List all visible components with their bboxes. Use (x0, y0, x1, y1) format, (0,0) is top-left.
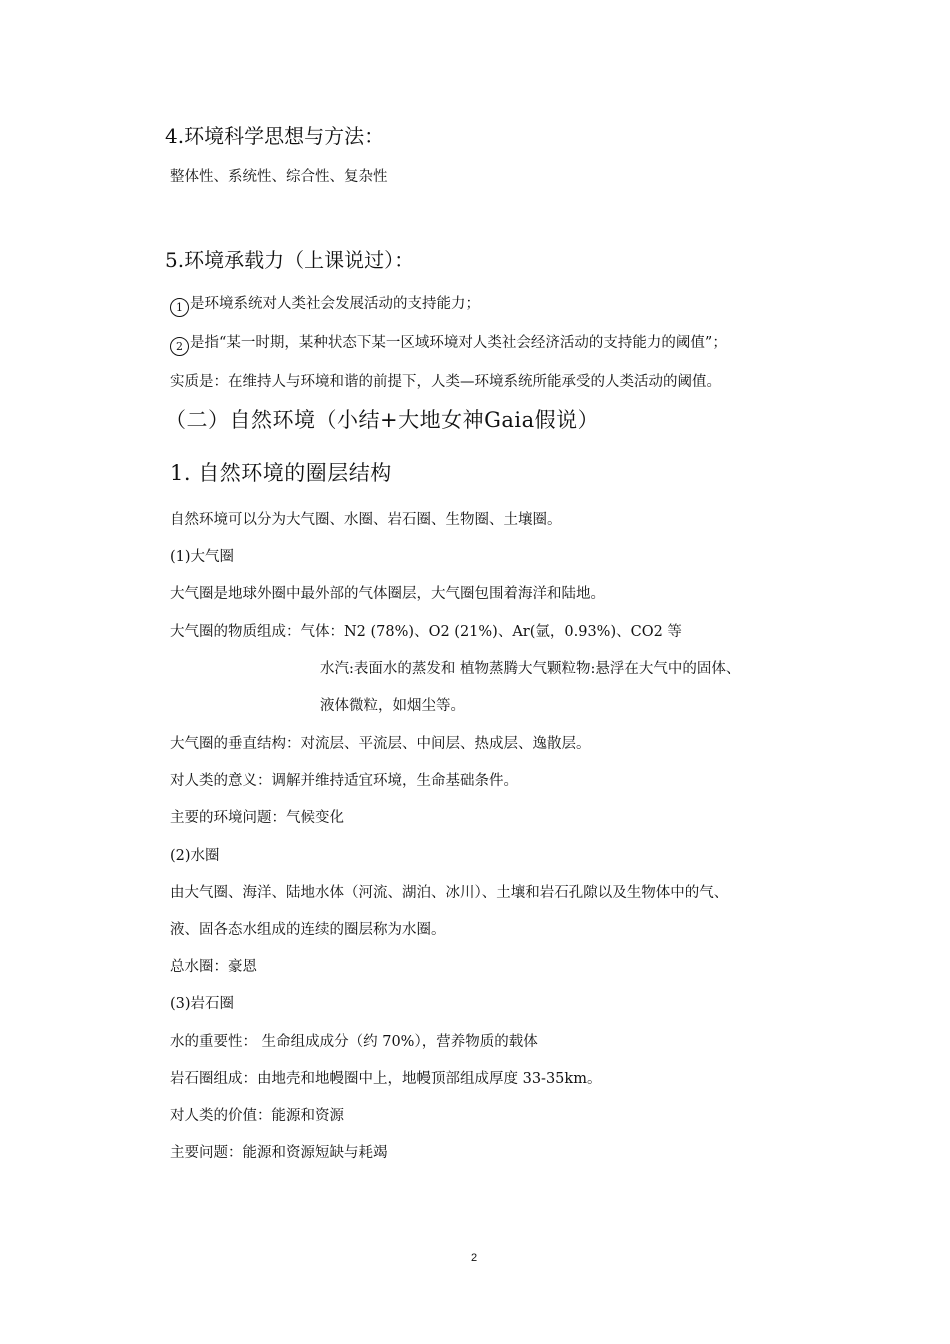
hydrosphere-title: (2)水圈 (170, 848, 220, 864)
hydrosphere-total: 总水圈：豪恩 (170, 959, 257, 975)
water-importance: 水的重要性： 生命组成成分（约 70%），营养物质的载体 (170, 1034, 538, 1050)
atmosphere-title: (1)大气圈 (170, 549, 235, 565)
section-5-essence: 实质是：在维持人与环境和谐的前提下，人类—环境系统所能承受的人类活动的阈值。 (170, 374, 721, 390)
atmosphere-definition: 大气圈是地球外圈中最外部的气体圈层，大气圈包围着海洋和陆地。 (170, 586, 605, 602)
atmosphere-composition-line-2: 水汽:表面水的蒸发和 植物蒸腾大气颗粒物:悬浮在大气中的固体、 (320, 661, 741, 677)
atmosphere-issue: 主要的环境问题：气候变化 (170, 810, 344, 826)
section-5-item-1 (170, 297, 480, 317)
lithosphere-title: (3)岩石圈 (170, 996, 235, 1012)
section-5-heading: 5.环境承载力（上课说过）： (165, 248, 415, 272)
lithosphere-composition: 岩石圈组成：由地壳和地幔圈中上，地幔顶部组成厚度 33-35km。 (170, 1071, 602, 1087)
atmosphere-composition-line-3: 液体微粒，如烟尘等。 (320, 698, 465, 714)
circled-number-1: 1 (170, 298, 189, 317)
part-2-heading: （二）自然环境（小结+大地女神Gaia假说） (165, 408, 600, 432)
hydrosphere-definition-line-2: 液、固各态水组成的连续的圈层称为水圈。 (170, 922, 446, 938)
section-5-item-2 (170, 336, 727, 356)
subsection-1-heading: 1. 自然环境的圈层结构 (170, 461, 392, 485)
section-4-text: 整体性、系统性、综合性、复杂性 (170, 169, 388, 185)
section-5-item-1-text: 是环境系统对人类社会发展活动的支持能力； (190, 296, 480, 312)
lithosphere-issue: 主要问题：能源和资源短缺与耗竭 (170, 1145, 388, 1161)
page-number: 2 (471, 1252, 478, 1264)
atmosphere-vertical-structure: 大气圈的垂直结构：对流层、平流层、中间层、热成层、逸散层。 (170, 736, 591, 752)
hydrosphere-definition-line-1: 由大气圈、海洋、陆地水体（河流、湖泊、冰川）、土壤和岩石孔隙以及生物体中的气、 (170, 885, 729, 901)
circled-number-2: 2 (170, 337, 189, 356)
lithosphere-value: 对人类的价值：能源和资源 (170, 1108, 344, 1124)
section-5-item-2-text: 是指“某一时期，某种状态下某一区域环境对人类社会经济活动的支持能力的阈值”； (190, 335, 727, 351)
section-4-heading: 4.环境科学思想与方法： (165, 124, 385, 148)
natural-environment-intro: 自然环境可以分为大气圈、水圈、岩石圈、生物圈、土壤圈。 (170, 512, 562, 528)
atmosphere-composition-line-1: 大气圈的物质组成：气体：N2 (78%)、O2 (21%)、Ar(氩，0.93%)、CO2 等 (170, 624, 682, 640)
atmosphere-meaning: 对人类的意义：调解并维持适宜环境，生命基础条件。 (170, 773, 518, 789)
